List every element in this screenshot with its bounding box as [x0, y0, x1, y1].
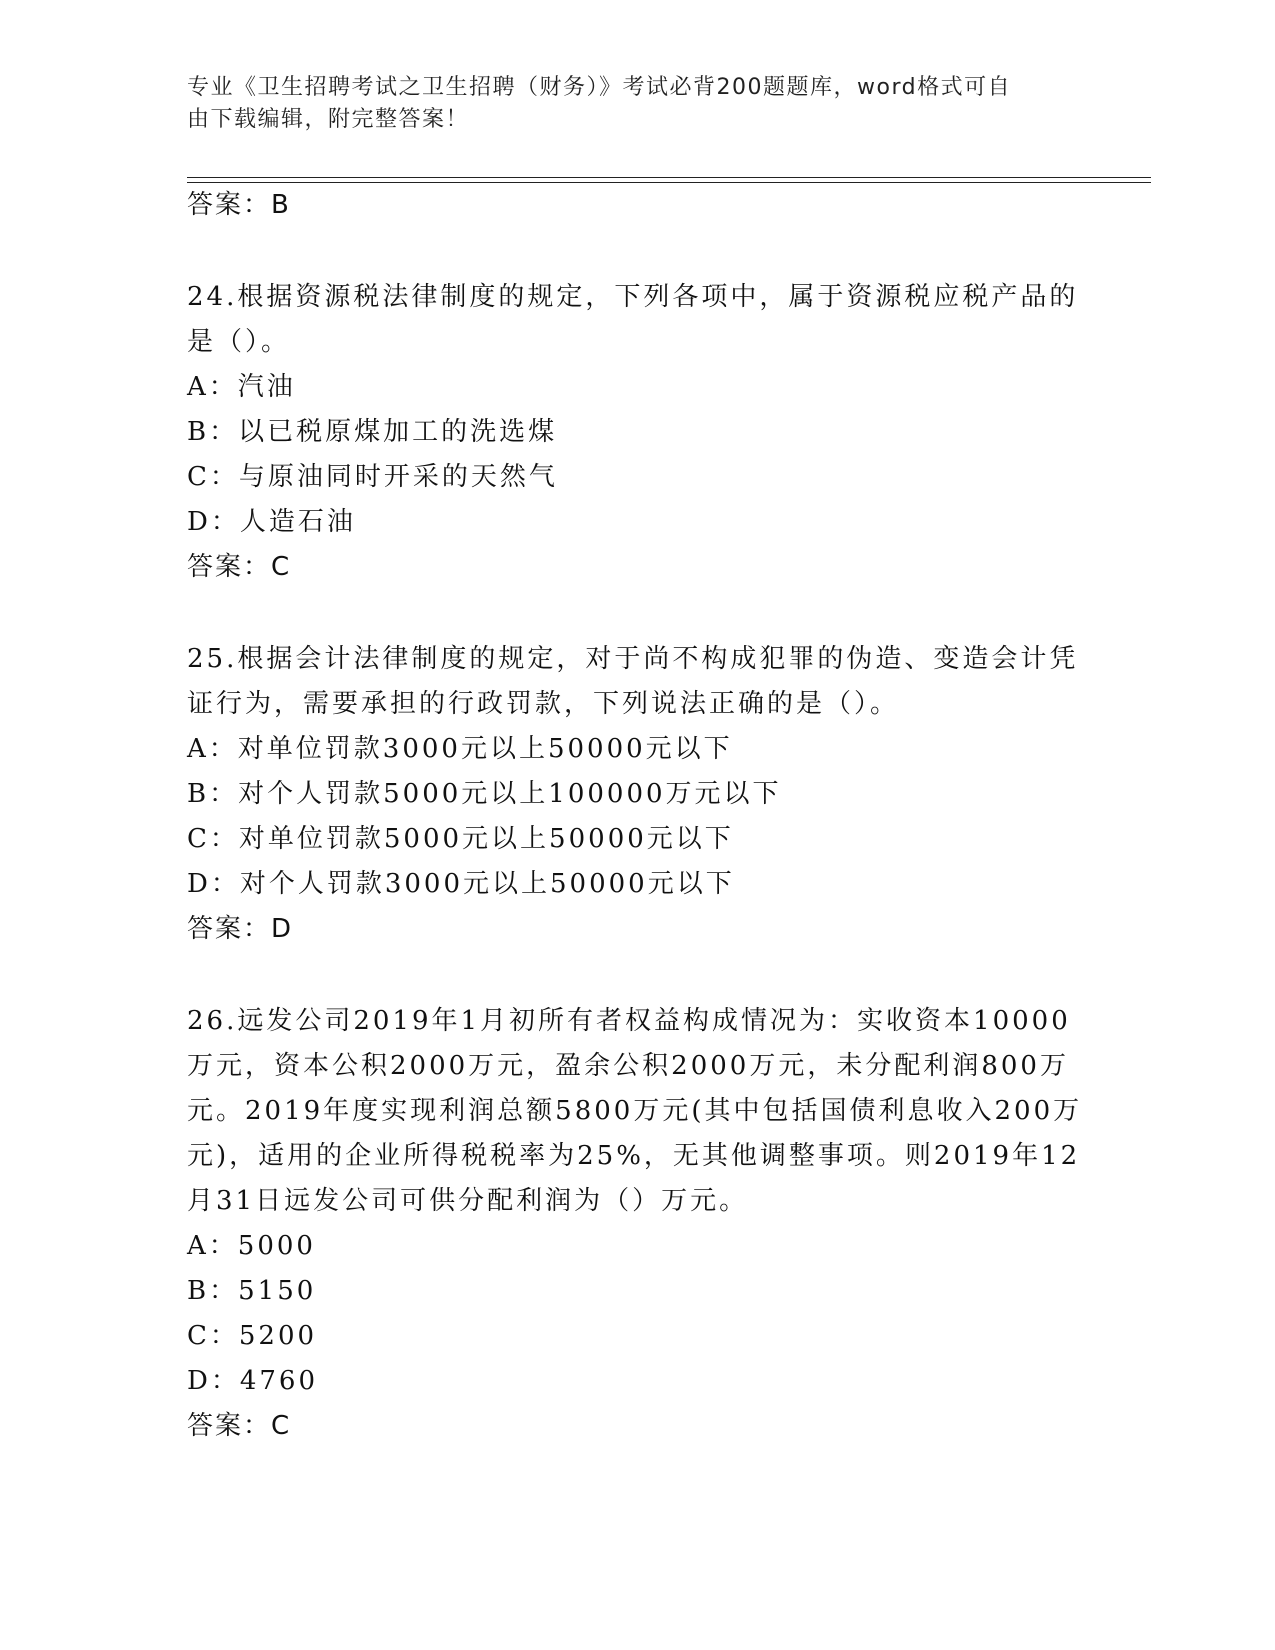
question-stem-line: 26.远发公司2019年1月初所有者权益构成情况为：实收资本10000 [187, 1006, 1071, 1036]
header-line-2: 由下载编辑，附完整答案！ [187, 107, 470, 132]
option-d: D：4760 [187, 1366, 319, 1396]
question-stem-line: 万元，资本公积2000万元，盈余公积2000万元，未分配利润800万 [187, 1051, 1069, 1081]
question-stem-line: 元)，适用的企业所得税税率为25%，无其他调整事项。则2019年12 [187, 1141, 1081, 1171]
question-list [187, 183, 1087, 1449]
option-a: A：汽油 [187, 372, 296, 402]
spacer [187, 228, 1087, 275]
option-c: C：与原油同时开采的天然气 [187, 462, 558, 492]
option-c: C：对单位罚款5000元以上50000元以下 [187, 824, 734, 854]
option-b: B：对个人罚款5000元以上100000万元以下 [187, 779, 782, 809]
question-block [187, 637, 1087, 952]
question-stem-line: 是（）。 [187, 327, 291, 357]
document-header [187, 72, 1067, 136]
option-a: A：5000 [187, 1231, 316, 1261]
question-stem-line: 月31日远发公司可供分配利润为（）万元。 [187, 1186, 749, 1216]
option-c: C：5200 [187, 1321, 318, 1351]
question-block [187, 999, 1087, 1449]
question-stem-line: 元。2019年度实现利润总额5800万元(其中包括国债利息收入200万 [187, 1096, 1083, 1126]
answer-line: 答案：B [187, 190, 291, 220]
option-a: A：对单位罚款3000元以上50000元以下 [187, 734, 733, 764]
answer-line: 答案：C [187, 552, 292, 582]
question-stem-line: 证行为，需要承担的行政罚款，下列说法正确的是（）。 [187, 689, 900, 719]
option-d: D：对个人罚款3000元以上50000元以下 [187, 869, 735, 899]
question-block [187, 275, 1087, 590]
spacer [187, 590, 1087, 637]
option-d: D：人造石油 [187, 507, 356, 537]
header-line-1: 专业《卫生招聘考试之卫生招聘（财务）》考试必背200题题库，word格式可自 [187, 75, 1012, 100]
header-rule-top [187, 177, 1151, 178]
option-b: B：5150 [187, 1276, 317, 1306]
question-stem-line: 24.根据资源税法律制度的规定，下列各项中，属于资源税应税产品的 [187, 282, 1079, 312]
question-stem-line: 25.根据会计法律制度的规定，对于尚不构成犯罪的伪造、变造会计凭 [187, 644, 1079, 674]
option-b: B：以已税原煤加工的洗选煤 [187, 417, 558, 447]
answer-line: 答案：D [187, 914, 294, 944]
answer-line: 答案：C [187, 1411, 292, 1441]
spacer [187, 952, 1087, 999]
